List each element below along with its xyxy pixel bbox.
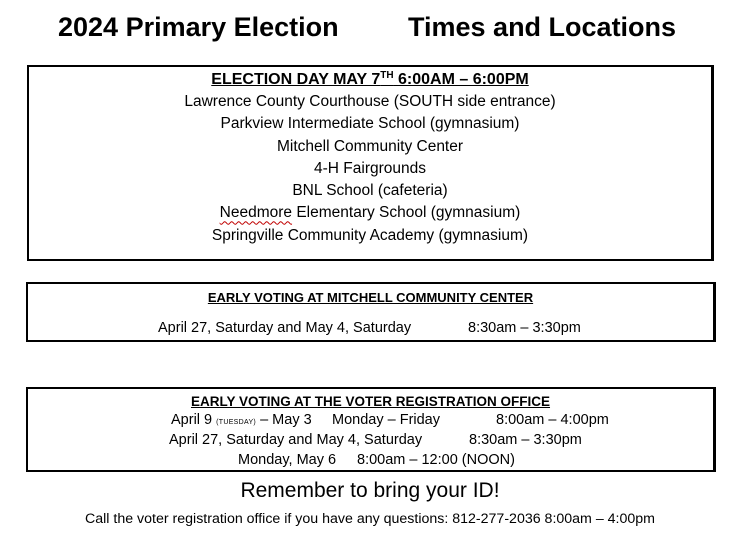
registration-saturday-hours: 8:30am – 3:30pm bbox=[469, 432, 582, 448]
registration-saturdays: April 27, Saturday and May 4, Saturday bbox=[169, 432, 423, 448]
document-title bbox=[0, 12, 740, 48]
mitchell-days: April 27, Saturday and May 4, Saturday bbox=[158, 320, 412, 336]
mitchell-hours: 8:30am – 3:30pm bbox=[468, 320, 581, 336]
election-day-date: ELECTION DAY MAY 7 bbox=[211, 71, 381, 88]
date-end: – May 3 bbox=[260, 412, 312, 428]
registration-weekdays: Monday – Friday bbox=[332, 412, 440, 428]
election-day-heading bbox=[29, 69, 711, 91]
spellcheck-word: Needmore bbox=[219, 204, 293, 222]
registration-weekday-hours: 8:00am – 4:00pm bbox=[496, 412, 609, 428]
registration-monday: Monday, May 6 bbox=[238, 452, 337, 468]
id-reminder: Remember to bring your ID! bbox=[240, 479, 500, 502]
location-bnl: BNL School (cafeteria) bbox=[292, 182, 448, 200]
registration-row-3 bbox=[28, 450, 713, 470]
early-voting-registration-box bbox=[26, 387, 716, 472]
location-springville: Springville Community Academy (gymnasium) bbox=[211, 226, 529, 244]
early-voting-mitchell-row bbox=[28, 320, 713, 342]
election-day-hours: 6:00AM – 6:00PM bbox=[393, 71, 529, 88]
registration-row-1 bbox=[28, 410, 713, 430]
location-parkview: Parkview Intermediate School (gymnasium) bbox=[220, 115, 520, 133]
location-fairgrounds: 4-H Fairgrounds bbox=[314, 159, 426, 177]
title-election: 2024 Primary Election bbox=[58, 12, 339, 42]
election-day-date-suffix: TH bbox=[380, 70, 394, 81]
tuesday-note: (TUESDAY) bbox=[216, 419, 257, 426]
location-mitchell: Mitchell Community Center bbox=[276, 137, 464, 155]
location-needmore-rest: Elementary School (gymnasium) bbox=[296, 204, 521, 222]
early-voting-mitchell-box bbox=[26, 282, 716, 342]
title-times-locations: Times and Locations bbox=[408, 12, 677, 42]
registration-monday-hours: 8:00am – 12:00 (NOON) bbox=[357, 452, 515, 468]
location-needmore bbox=[29, 202, 711, 224]
contact-line: Call the voter registration office if you have any questions: 812-277-2036 8:00am – 4:00pm bbox=[85, 511, 655, 527]
date-start: April 9 bbox=[171, 412, 213, 428]
early-voting-registration-heading: EARLY VOTING AT THE VOTER REGISTRATION OFFICE bbox=[190, 394, 551, 409]
early-voting-mitchell-heading: EARLY VOTING AT MITCHELL COMMUNITY CENTER bbox=[207, 290, 534, 305]
location-courthouse: Lawrence County Courthouse (SOUTH side entrance) bbox=[184, 93, 556, 110]
registration-row-2 bbox=[28, 430, 713, 450]
election-day-box bbox=[27, 65, 714, 261]
